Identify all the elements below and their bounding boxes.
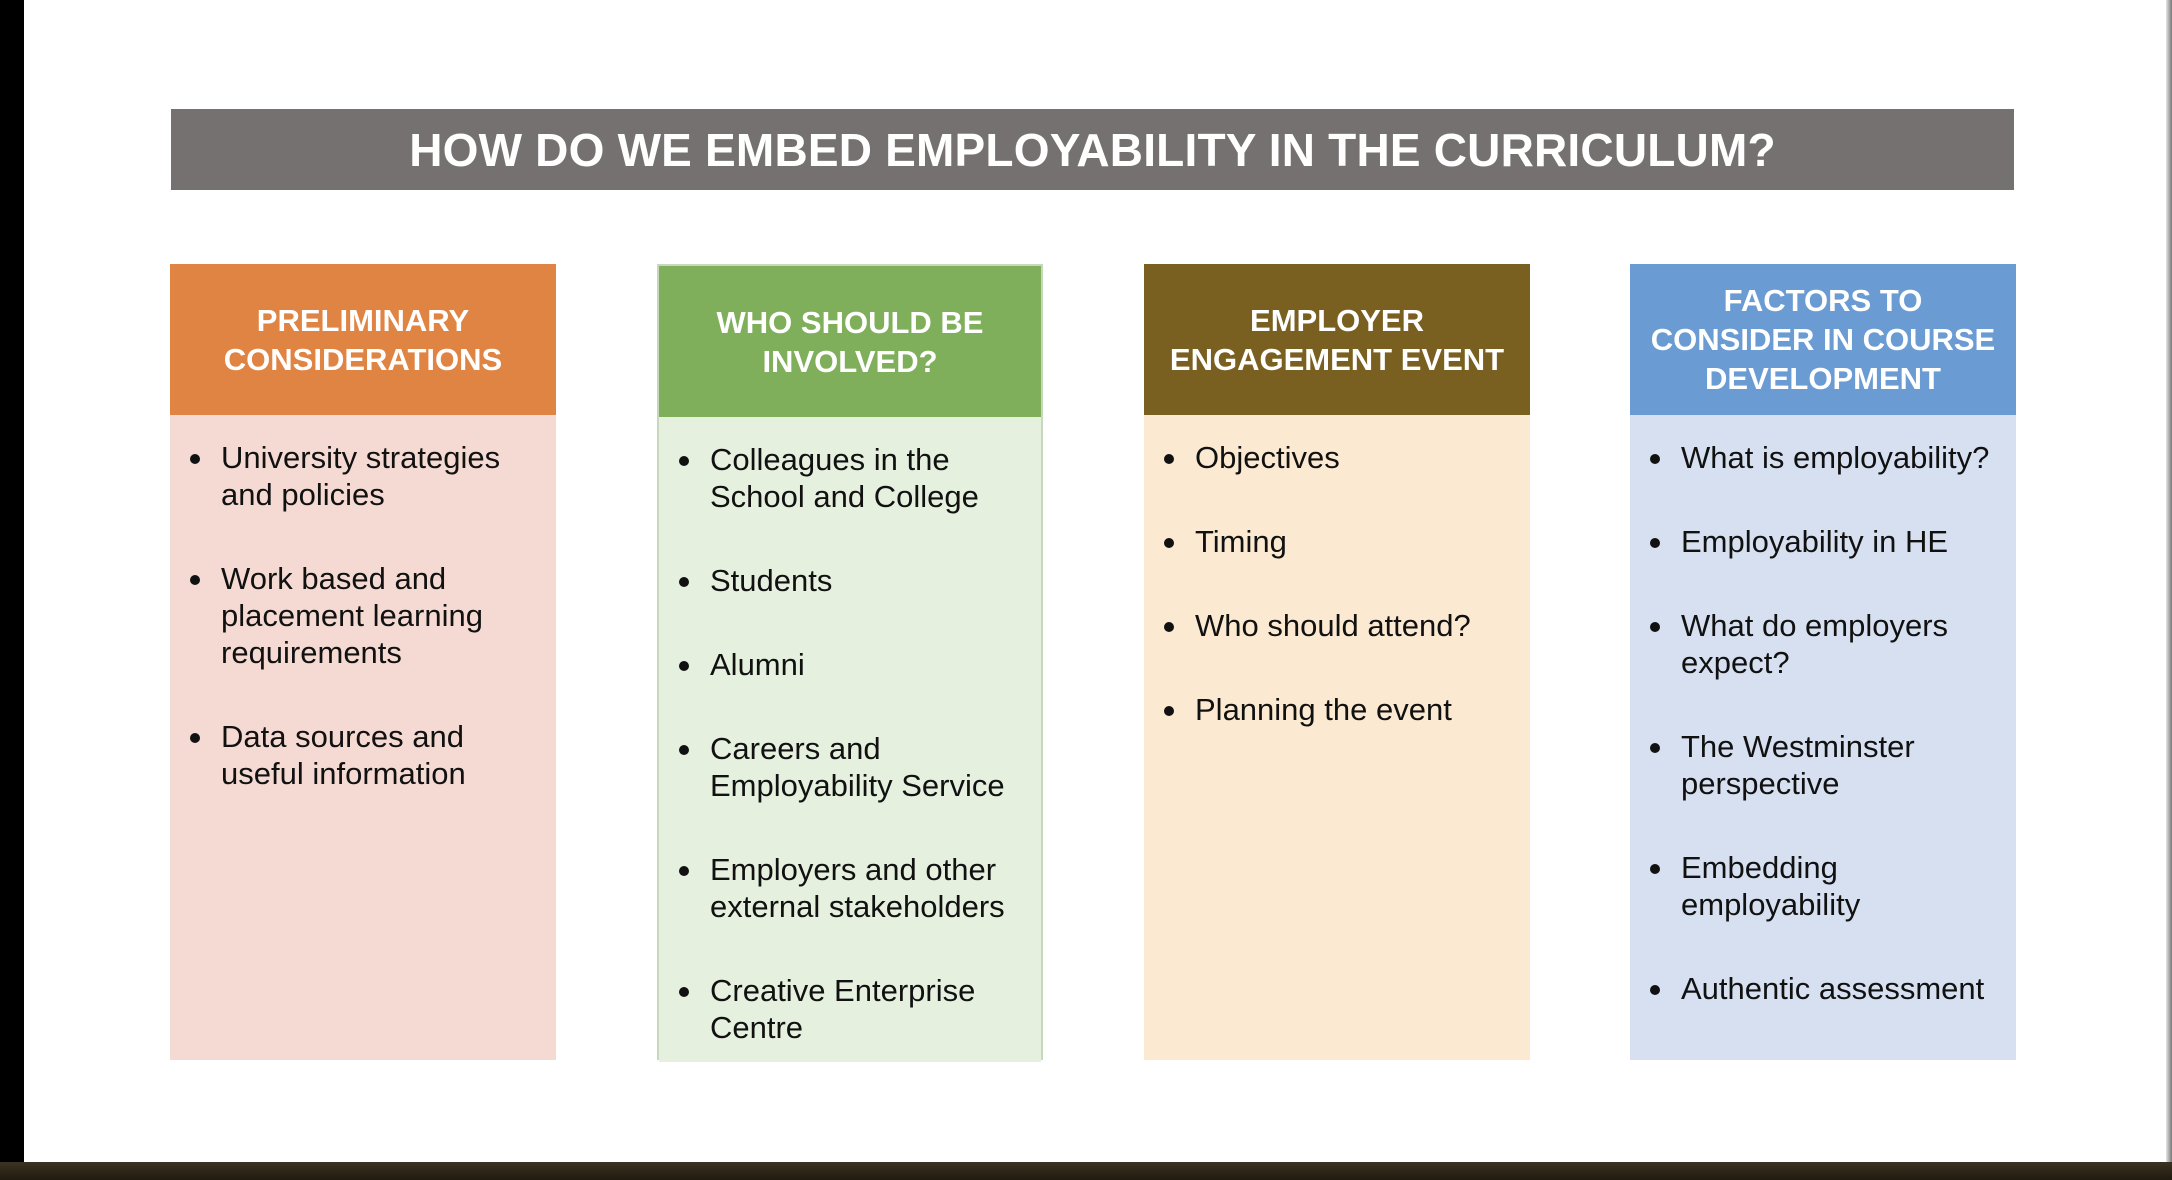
list-item: Embedding employability (1647, 849, 2002, 923)
column-heading: WHO SHOULD BE INVOLVED? (716, 304, 984, 379)
list-item: Employability in HE (1647, 523, 2002, 560)
column-heading-box (170, 264, 556, 415)
slide-right-edge (2166, 0, 2172, 1180)
list-item: Objectives (1161, 439, 1516, 476)
column-heading: EMPLOYER ENGAGEMENT EVENT (1169, 302, 1505, 377)
list-item: Employers and other external stakeholders (676, 851, 1027, 925)
list-item: What is employability? (1647, 439, 2002, 476)
list-item: Planning the event (1161, 691, 1516, 728)
list-item: University strategies and policies (187, 439, 542, 513)
list-item: Students (676, 562, 1027, 599)
bullet-list (187, 439, 542, 792)
list-item: Creative Enterprise Centre (676, 972, 1027, 1046)
list-item: Alumni (676, 646, 1027, 683)
column-heading-box (1630, 264, 2016, 415)
column-body (659, 417, 1041, 1062)
bullet-list (1647, 439, 2002, 1007)
column-factors-course-development (1630, 264, 2016, 1060)
title-bar (171, 109, 2014, 190)
column-body (170, 415, 556, 1060)
bullet-list (1161, 439, 1516, 728)
slide-bottom-strip (0, 1162, 2172, 1180)
slide-left-border (0, 0, 24, 1180)
column-heading: FACTORS TO CONSIDER IN COURSE DEVELOPMENT (1650, 283, 1996, 396)
column-heading: PRELIMINARY CONSIDERATIONS (223, 302, 503, 377)
column-body (1144, 415, 1530, 1060)
column-heading-box (659, 266, 1041, 417)
column-employer-engagement-event (1144, 264, 1530, 1060)
list-item: Careers and Employability Service (676, 730, 1027, 804)
list-item: Colleagues in the School and College (676, 441, 1027, 515)
column-heading-box (1144, 264, 1530, 415)
column-preliminary-considerations (170, 264, 556, 1060)
list-item: The Westminster perspective (1647, 728, 2002, 802)
bullet-list (676, 441, 1027, 1046)
list-item: Data sources and useful information (187, 718, 542, 792)
column-body (1630, 415, 2016, 1060)
list-item: Authentic assessment (1647, 970, 2002, 1007)
page-title: HOW DO WE EMBED EMPLOYABILITY IN THE CURRICULUM? (409, 123, 1776, 176)
list-item: What do employers expect? (1647, 607, 2002, 681)
list-item: Work based and placement learning requirements (187, 560, 542, 671)
column-who-should-be-involved (657, 264, 1043, 1060)
list-item: Who should attend? (1161, 607, 1516, 644)
list-item: Timing (1161, 523, 1516, 560)
